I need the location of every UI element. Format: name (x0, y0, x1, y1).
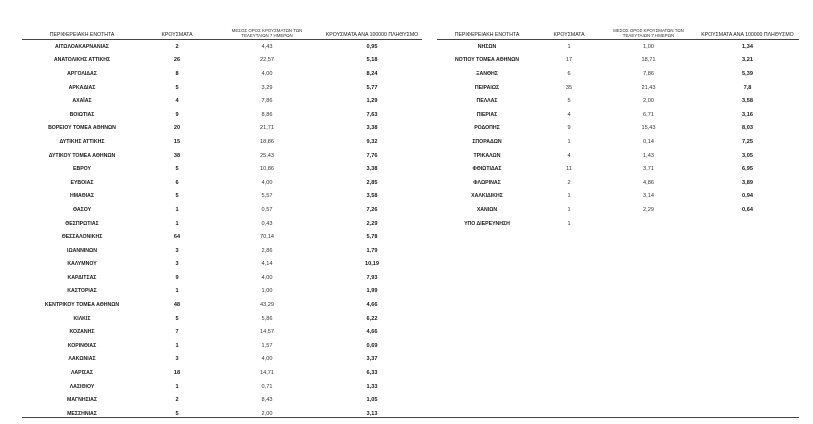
cell-avg: 18,71 (641, 57, 656, 64)
cell-cases: 64 (173, 234, 181, 241)
table-row (437, 67, 799, 81)
cell-per100k: 5,77 (366, 84, 378, 91)
table-row (22, 176, 422, 190)
cell-region: ΑΡΓΟΛΙΔΑΣ (67, 70, 97, 77)
table-body (437, 40, 799, 230)
cell-avg: 0,14 (643, 138, 654, 145)
cell-per100k: 1,29 (366, 98, 378, 105)
table-bottom-rule (22, 417, 799, 418)
cell-per100k: 2,85 (366, 179, 378, 186)
table-row (437, 54, 799, 68)
cell-region: ΘΕΣΣΑΛΟΝΙΚΗΣ (61, 234, 103, 241)
cell-per100k: 1,99 (366, 288, 378, 295)
cell-per100k: 0,95 (366, 43, 378, 50)
cell-cases: 2 (175, 397, 179, 404)
table-row (22, 285, 422, 299)
cell-avg: 2,29 (643, 206, 654, 213)
cell-avg: 3,29 (261, 84, 273, 91)
table-row (22, 353, 422, 367)
cell-avg: 6,71 (643, 111, 654, 118)
cell-cases: 1 (175, 220, 179, 227)
cell-avg: 18,86 (260, 138, 274, 145)
cell-per100k: 0,94 (742, 193, 753, 200)
cell-region: ΠΕΛΛΑΣ (476, 98, 498, 105)
cell-per100k: 1,34 (742, 43, 753, 50)
cell-cases: 1 (175, 288, 179, 295)
cell-cases: 8 (175, 70, 179, 77)
table-row (22, 40, 422, 54)
cell-region: ΧΑΝΙΩΝ (476, 206, 498, 213)
cell-per100k: 3,38 (366, 166, 378, 173)
cell-region: ΡΟΔΟΠΗΣ (474, 125, 500, 132)
table-row (22, 54, 422, 68)
cell-per100k: 9,32 (366, 138, 378, 145)
table-row (437, 176, 799, 190)
table-row (22, 135, 422, 149)
cell-region: ΜΕΣΣΗΝΙΑΣ (67, 410, 97, 417)
cell-per100k: 6,22 (366, 315, 378, 322)
cell-region: ΠΕΙΡΑΙΩΣ (474, 84, 500, 91)
cell-per100k: 7,63 (366, 111, 378, 118)
header-avg (601, 28, 696, 39)
cell-per100k: 3,21 (742, 57, 753, 64)
cell-avg: 14,71 (260, 370, 274, 377)
table-row (22, 108, 422, 122)
table-row (437, 190, 799, 204)
cell-avg: 4,00 (261, 70, 273, 77)
table-row (22, 244, 422, 258)
cell-region: ΦΘΙΩΤΙΔΑΣ (472, 166, 502, 173)
cell-region: ΔΥΤΙΚΗΣ ΑΤΤΙΚΗΣ (59, 138, 105, 145)
cell-per100k: 8,24 (366, 70, 378, 77)
cell-avg: 3,14 (643, 193, 654, 200)
cell-region: ΑΙΤΩΛΟΑΚΑΡΝΑΝΙΑΣ (55, 43, 109, 50)
cell-avg: 4,00 (261, 179, 273, 186)
cell-per100k: 1,33 (366, 383, 378, 390)
header-avg (212, 28, 322, 39)
cell-avg: 0,71 (261, 383, 273, 390)
header-region: ΠΕΡΙΦΕΡΕΙΑΚΗ ΕΝΟΤΗΤΑ (454, 31, 520, 38)
cell-region: ΘΑΣΟΥ (72, 206, 92, 213)
cell-avg: 1,43 (643, 152, 654, 159)
cell-avg: 4,43 (261, 43, 273, 50)
cell-cases: 1 (567, 43, 571, 50)
header-avg-line1: ΜΕΣΟΣ ΟΡΟΣ ΚΡΟΥΣΜΑΤΩΝ ΤΩΝ (613, 28, 684, 33)
cell-per100k: 10,19 (365, 261, 379, 268)
table-row (22, 217, 422, 231)
table-row (22, 162, 422, 176)
cell-avg: 25,43 (260, 152, 274, 159)
cell-region: ΤΡΙΚΑΛΩΝ (473, 152, 501, 159)
table-row (22, 298, 422, 312)
cell-avg: 0,57 (261, 206, 273, 213)
cell-cases: 11 (566, 166, 572, 173)
cell-cases: 9 (567, 125, 571, 132)
cell-avg: 1,00 (261, 288, 273, 295)
cell-region: ΑΝΑΤΟΛΙΚΗΣ ΑΤΤΙΚΗΣ (53, 57, 111, 64)
cases-table-right (437, 24, 799, 230)
table-row (22, 407, 422, 421)
cell-cases: 5 (175, 315, 179, 322)
cell-cases: 15 (173, 138, 181, 145)
cell-per100k: 5,18 (366, 57, 378, 64)
cell-avg: 5,86 (261, 315, 273, 322)
cell-per100k: 0,69 (366, 342, 378, 349)
cell-region: ΑΡΚΑΔΙΑΣ (68, 84, 96, 91)
table-row (437, 108, 799, 122)
cell-avg: 5,57 (261, 193, 273, 200)
cell-per100k: 4,66 (366, 329, 378, 336)
cell-region: ΞΑΝΘΗΣ (476, 70, 498, 77)
cell-per100k: 0,64 (742, 206, 753, 213)
cell-cases: 1 (175, 342, 179, 349)
cell-avg: 21,71 (260, 125, 274, 132)
cell-per100k: 3,58 (366, 193, 378, 200)
cell-per100k: 3,16 (742, 111, 753, 118)
cell-avg: 0,43 (261, 220, 273, 227)
cell-cases: 3 (175, 356, 179, 363)
cell-avg: 2,86 (261, 247, 273, 254)
cell-avg: 4,00 (261, 356, 273, 363)
cell-region: ΚΟΖΑΝΗΣ (69, 329, 95, 336)
cell-per100k: 7,93 (366, 274, 378, 281)
cell-region: ΦΛΩΡΙΝΑΣ (473, 179, 501, 186)
table-row (22, 393, 422, 407)
cell-avg: 21,43 (641, 84, 656, 91)
cell-region: ΛΑΚΩΝΙΑΣ (68, 356, 96, 363)
cell-per100k: 4,66 (366, 302, 378, 309)
cell-cases: 3 (175, 261, 179, 268)
cell-region: ΥΠΟ ΔΙΕΡΕΥΝΗΣΗ (464, 220, 510, 227)
table-row (22, 339, 422, 353)
cell-cases: 48 (173, 302, 181, 309)
cell-cases: 35 (565, 84, 573, 91)
cell-per100k: 3,05 (742, 152, 753, 159)
table-row (437, 217, 799, 231)
table-row (437, 135, 799, 149)
cell-per100k: 6,33 (366, 370, 378, 377)
header-cases: ΚΡΟΥΣΜΑΤΑ (553, 31, 585, 38)
cell-avg: 22,57 (260, 57, 274, 64)
cell-region: ΚΙΛΚΙΣ (73, 315, 91, 322)
cell-per100k: 7,8 (743, 84, 752, 91)
cell-avg: 8,43 (261, 397, 273, 404)
cell-per100k: 5,78 (366, 234, 378, 241)
table-row (437, 162, 799, 176)
cell-cases: 4 (175, 98, 179, 105)
cell-cases: 4 (567, 111, 571, 118)
cell-per100k: 3,58 (742, 98, 753, 105)
cell-avg: 4,14 (261, 261, 273, 268)
cell-avg: 1,57 (261, 342, 273, 349)
cell-per100k: 8,03 (742, 125, 753, 132)
cell-avg: 10,86 (260, 166, 274, 173)
cell-region: ΚΑΡΔΙΤΣΑΣ (67, 274, 97, 281)
table-row (22, 230, 422, 244)
cell-cases: 6 (175, 179, 179, 186)
cell-region: ΗΜΑΘΙΑΣ (69, 193, 94, 200)
cell-region: ΧΑΛΚΙΔΙΚΗΣ (471, 193, 503, 200)
table-row (437, 203, 799, 217)
cell-region: ΠΙΕΡΙΑΣ (476, 111, 498, 118)
cell-avg: 43,29 (260, 302, 274, 309)
cell-region: ΚΟΡΙΝΘΙΑΣ (67, 342, 97, 349)
cell-region: ΕΒΡΟΥ (72, 166, 92, 173)
cell-avg: 1,00 (643, 43, 654, 50)
table-header (22, 24, 422, 40)
table-row (22, 122, 422, 136)
table-row (22, 67, 422, 81)
cell-cases: 3 (175, 247, 179, 254)
table-row (22, 81, 422, 95)
cell-avg: 2,00 (261, 410, 273, 417)
cell-cases: 26 (173, 57, 181, 64)
cell-cases: 9 (175, 274, 179, 281)
cell-avg: 7,86 (261, 98, 273, 105)
cell-per100k: 5,39 (742, 70, 753, 77)
cell-per100k: 1,79 (366, 247, 378, 254)
header-region: ΠΕΡΙΦΕΡΕΙΑΚΗ ΕΝΟΤΗΤΑ (49, 31, 115, 38)
header-avg-line2: ΤΕΛΕΥΤΑΙΩΝ 7 ΗΜΕΡΩΝ (622, 33, 675, 38)
cell-region: ΝΟΤΙΟΥ ΤΟΜΕΑ ΑΘΗΝΩΝ (454, 57, 520, 64)
cell-cases: 2 (567, 179, 571, 186)
cell-cases: 5 (175, 410, 179, 417)
cell-region: ΚΕΝΤΡΙΚΟΥ ΤΟΜΕΑ ΑΘΗΝΩΝ (44, 302, 120, 309)
cell-cases: 1 (567, 206, 571, 213)
table-header (437, 24, 799, 40)
cell-per100k: 2,29 (366, 220, 378, 227)
cell-avg: 7,86 (643, 70, 654, 77)
cell-cases: 6 (567, 70, 571, 77)
cell-cases: 20 (173, 125, 181, 132)
table-row (22, 190, 422, 204)
cell-avg: 8,86 (261, 111, 273, 118)
table-row (22, 366, 422, 380)
cell-per100k: 3,37 (366, 356, 378, 363)
header-avg-line1: ΜΕΣΟΣ ΟΡΟΣ ΚΡΟΥΣΜΑΤΩΝ ΤΩΝ (231, 28, 303, 33)
cell-cases: 1 (175, 206, 179, 213)
cell-region: ΜΑΓΝΗΣΙΑΣ (66, 397, 98, 404)
cell-cases: 5 (567, 98, 571, 105)
cell-cases: 1 (567, 138, 571, 145)
table-row (22, 325, 422, 339)
cell-region: ΝΗΣΩΝ (477, 43, 497, 50)
cell-cases: 1 (567, 193, 571, 200)
cell-avg: 3,71 (643, 166, 654, 173)
cell-cases: 5 (175, 84, 179, 91)
header-per100k: ΚΡΟΥΣΜΑΤΑ ΑΝΑ 100000 ΠΛΗΘΥΣΜΟ (325, 31, 419, 38)
header-avg-line2: ΤΕΛΕΥΤΑΙΩΝ 7 ΗΜΕΡΩΝ (241, 33, 293, 38)
header-cases: ΚΡΟΥΣΜΑΤΑ (161, 31, 193, 38)
cell-per100k: 7,76 (366, 152, 378, 159)
cell-cases: 2 (175, 43, 179, 50)
cell-cases: 9 (175, 111, 179, 118)
cell-cases: 4 (567, 152, 571, 159)
table-body (22, 40, 422, 421)
cell-region: ΛΑΡΙΣΑΣ (70, 370, 94, 377)
table-row (22, 203, 422, 217)
cell-per100k: 7,25 (742, 138, 753, 145)
cell-per100k: 7,26 (366, 206, 378, 213)
cell-avg: 14,57 (260, 329, 274, 336)
cell-region: ΕΥΒΟΙΑΣ (70, 179, 94, 186)
cell-cases: 1 (567, 220, 571, 227)
cell-region: ΒΟΡΕΙΟΥ ΤΟΜΕΑ ΑΘΗΝΩΝ (48, 125, 116, 132)
table-row (22, 258, 422, 272)
table-row (22, 312, 422, 326)
cell-avg: 4,86 (643, 179, 654, 186)
table-row (22, 271, 422, 285)
table-row (437, 40, 799, 54)
table-row (437, 81, 799, 95)
table-row (437, 122, 799, 136)
cell-cases: 18 (173, 370, 181, 377)
header-per100k: ΚΡΟΥΣΜΑΤΑ ΑΝΑ 100000 ΠΛΗΘΥΣΜΟ (701, 31, 794, 38)
cases-table-left (22, 24, 422, 421)
cell-region: ΑΧΑΪΑΣ (72, 98, 92, 105)
table-row (22, 94, 422, 108)
cell-avg: 15,43 (641, 125, 656, 132)
cell-region: ΚΑΛΥΜΝΟΥ (67, 261, 97, 268)
cell-region: ΘΕΣΠΡΩΤΙΑΣ (65, 220, 99, 227)
cell-cases: 17 (565, 57, 573, 64)
cell-per100k: 3,13 (366, 410, 378, 417)
cell-region: ΒΟΙΩΤΙΑΣ (69, 111, 95, 118)
table-row (22, 149, 422, 163)
table-row (22, 380, 422, 394)
cell-per100k: 3,38 (366, 125, 378, 132)
cell-cases: 5 (175, 166, 179, 173)
cell-per100k: 1,05 (366, 397, 378, 404)
table-row (437, 149, 799, 163)
table-row (437, 94, 799, 108)
cell-avg: 4,00 (261, 274, 273, 281)
cell-cases: 5 (175, 193, 179, 200)
cell-region: ΙΩΑΝΝΙΝΩΝ (67, 247, 97, 254)
cell-per100k: 6,95 (742, 166, 753, 173)
cell-cases: 38 (173, 152, 181, 159)
cell-per100k: 3,89 (742, 179, 753, 186)
cell-region: ΔΥΤΙΚΟΥ ΤΟΜΕΑ ΑΘΗΝΩΝ (48, 152, 116, 159)
cell-region: ΚΑΣΤΟΡΙΑΣ (67, 288, 97, 295)
cell-cases: 1 (175, 383, 179, 390)
cell-avg: 2,00 (643, 98, 654, 105)
cell-cases: 7 (175, 329, 179, 336)
cell-region: ΛΑΣΙΘΙΟΥ (69, 383, 95, 390)
cell-region: ΣΠΟΡΑΔΩΝ (472, 138, 502, 145)
cell-avg: 70,14 (260, 234, 274, 241)
